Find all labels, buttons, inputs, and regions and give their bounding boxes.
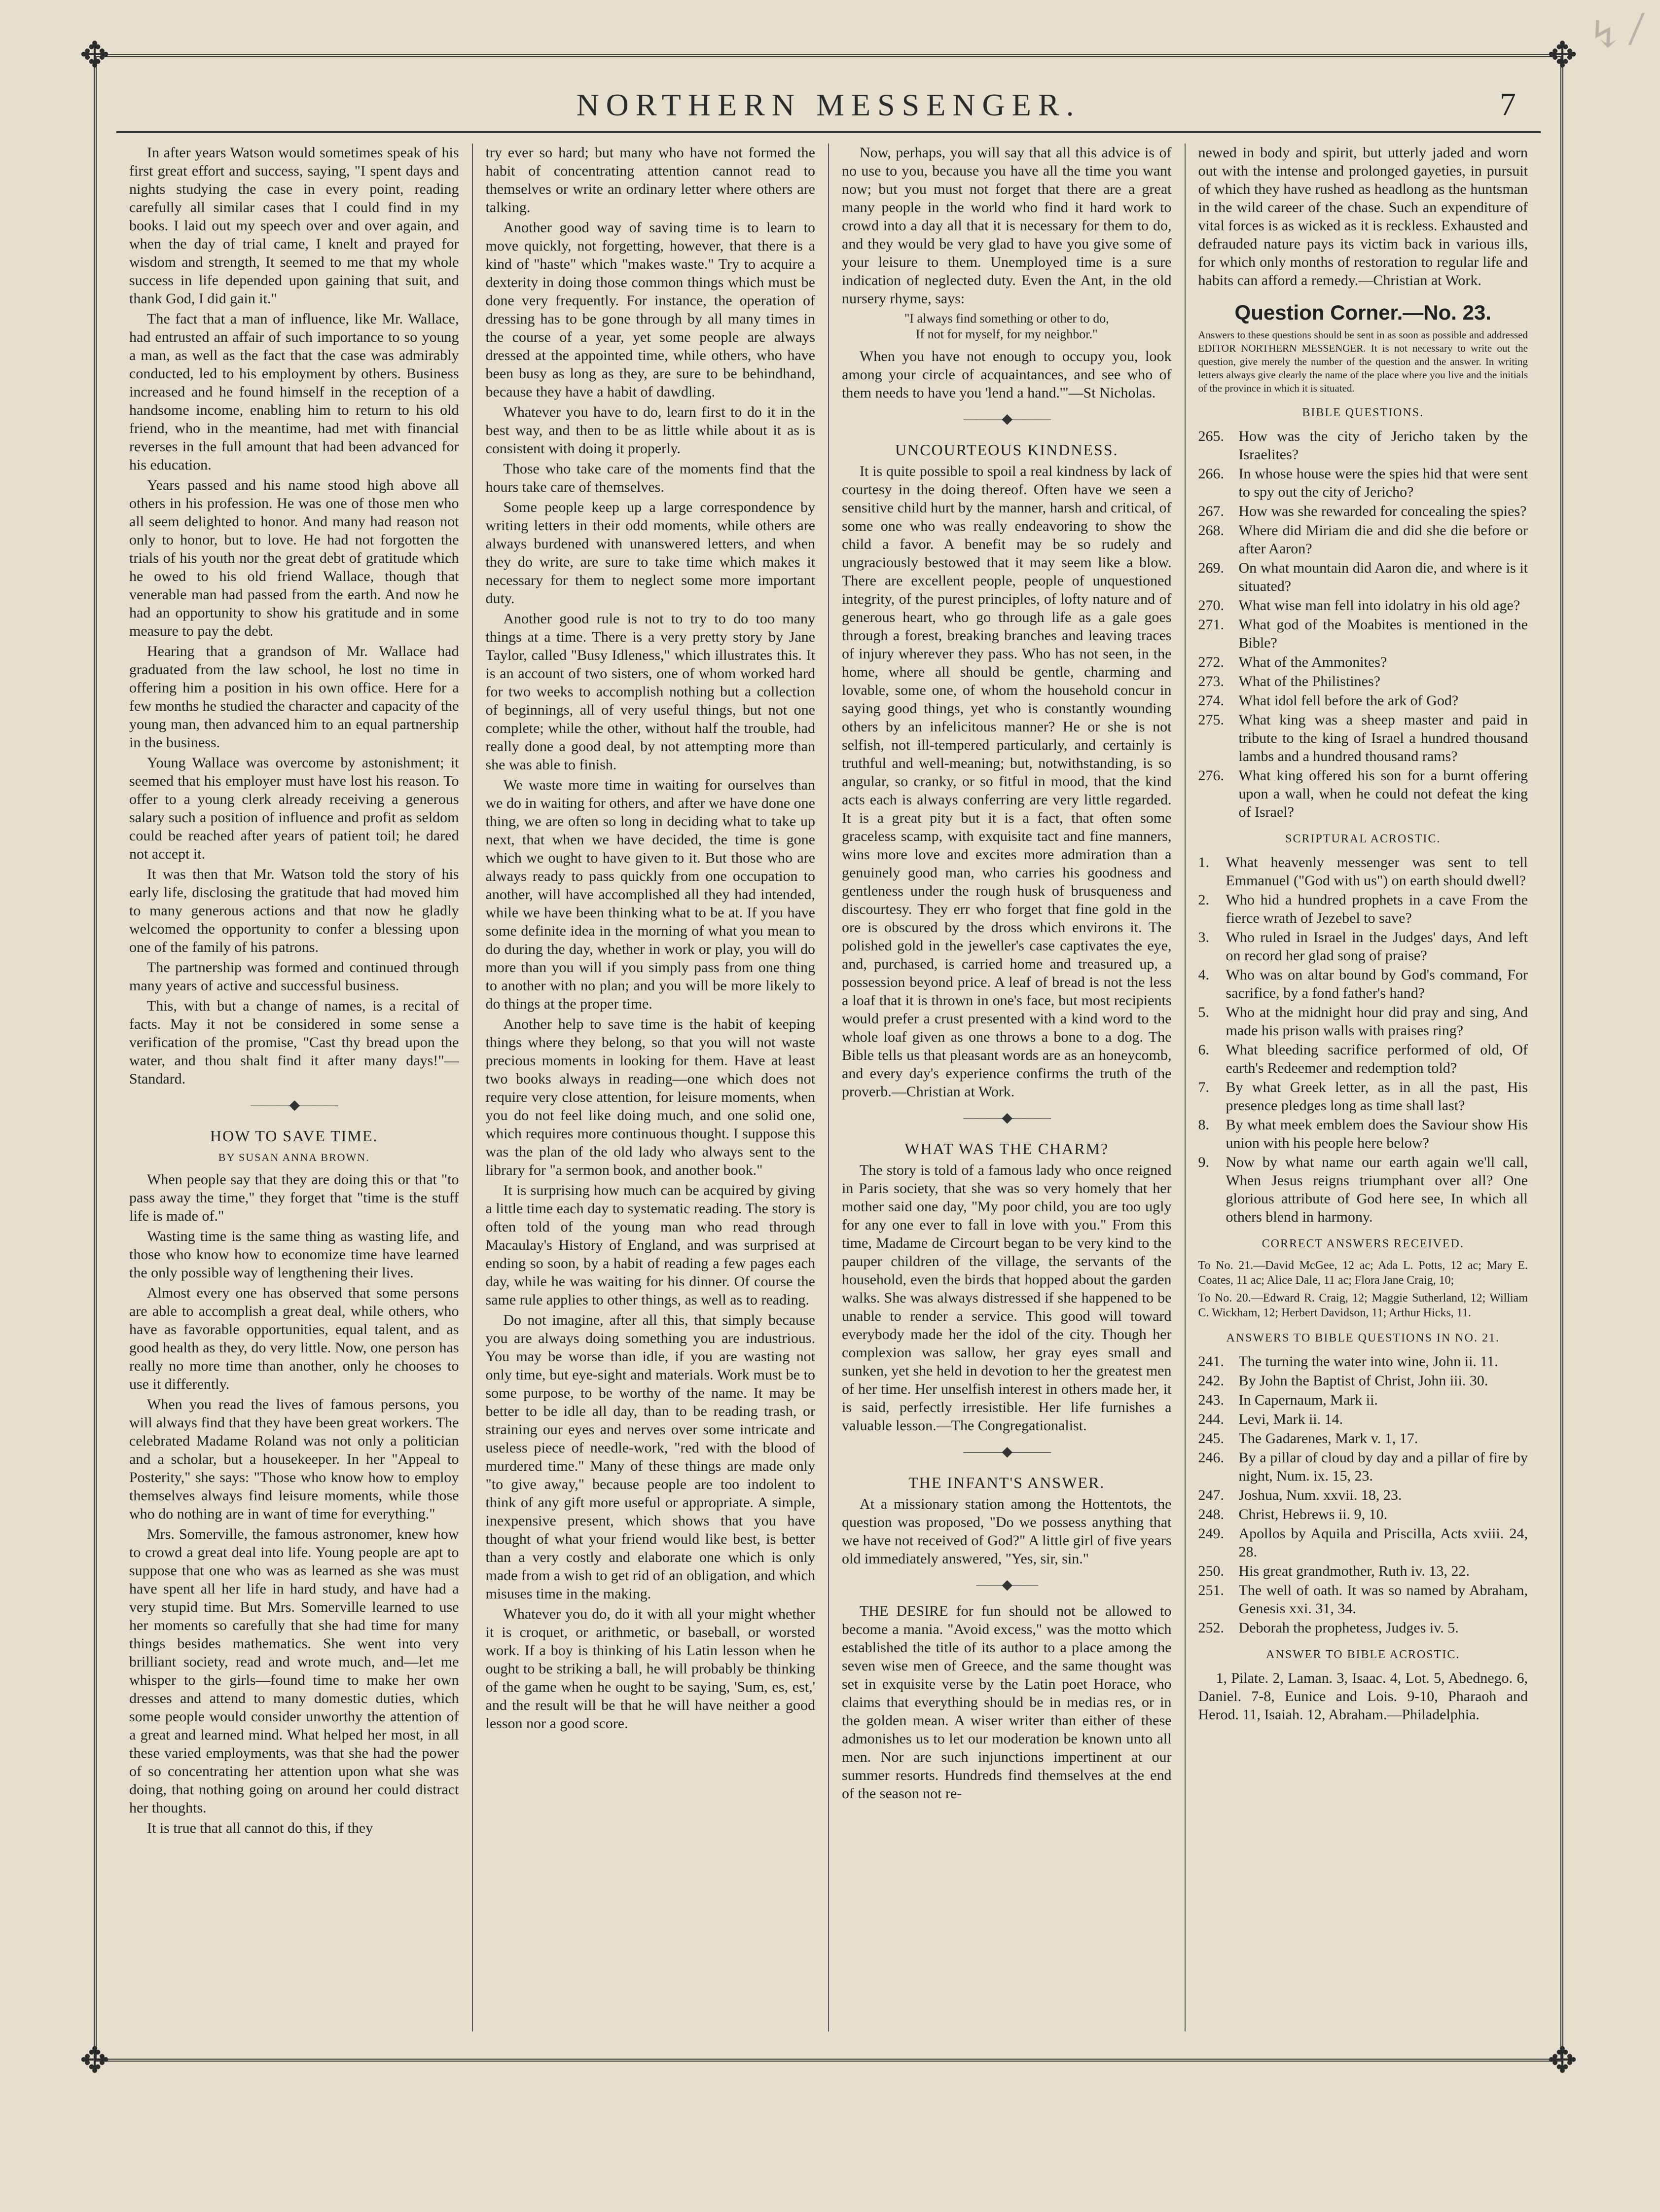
list-item xyxy=(1198,1372,1528,1390)
item-number: 241. xyxy=(1198,1353,1224,1370)
item-text: By a pillar of cloud by day and a pillar of fire by night, Num. ix. 15, 23. xyxy=(1238,1450,1528,1484)
item-number: 272. xyxy=(1198,654,1224,670)
item-number: 2. xyxy=(1198,892,1209,908)
correct-answers-21: To No. 21.—David McGee, 12 ac; Ada L. Potts, 12 ac; Mary E. Coates, 11 ac; Alice Dale, 11 ac; Flora Jane Craig, 10; xyxy=(1198,1259,1528,1287)
paragraph: It was then that Mr. Watson told the story of his early life, disclosing the gratitude that had moved him to many generous actions and that now he gladly welcomed the opportunity to confer a blessing upon one of the family of his patrons. xyxy=(129,866,459,955)
article-heading: UNCOURTEOUS KINDNESS. xyxy=(895,441,1119,459)
item-text: What king was a sheep master and paid in tribute to the king of Israel a hundred thousand lambs and a hundred thousand rams? xyxy=(1238,712,1528,764)
answers-heading: ANSWERS TO BIBLE QUESTIONS IN NO. 21. xyxy=(1226,1332,1500,1344)
item-number: 5. xyxy=(1198,1004,1209,1020)
paragraph: When you have not enough to occupy you, look among your circle of acquaintances, and see who of them needs to have you 'lend a hand.'"—St Nicholas. xyxy=(842,348,1172,401)
paragraph: Young Wallace was overcome by astonishment; it seemed that his employer must have lost his reason. To offer to a young clerk already receiving a generous salary such a position of influence and profit as seldom could be reached after years of patient toil; he dared not accept it. xyxy=(129,755,459,862)
item-text: On what mountain did Aaron die, and where is it situated? xyxy=(1238,560,1528,594)
item-text: Where did Miriam die and did she die before or after Aaron? xyxy=(1238,522,1528,557)
handwritten-marginalia: ↯ ⁄ xyxy=(1585,6,1643,59)
list-item xyxy=(1198,596,1528,615)
item-number: 273. xyxy=(1198,673,1224,689)
acrostic-heading: SCRIPTURAL ACROSTIC. xyxy=(1285,833,1441,845)
list-item xyxy=(1198,928,1528,965)
paragraph: It is surprising how much can be acquired by giving a little time each day to systematic reading. The story is often told of the young man who read through Macaulay's History of England, and was surprised at ending so soon, by a habit of reading a few pages each day, while he was waiting for his dinner. Of course the same rule applies to other things, as well as to reading. xyxy=(485,1182,815,1308)
item-number: 251. xyxy=(1198,1582,1224,1598)
list-item xyxy=(1198,1619,1528,1637)
columns xyxy=(116,144,1541,2031)
paragraph: In after years Watson would sometimes speak of his first great effort and success, saying, "I spent days and nights studying the case in every point, reading carefully all similar cases that I could find in my books. I laid out my speech over and over again, and when the day of trial came, I knelt and prayed for wisdom and strength, It seemed to me that my whole success in life depended upon gaining that suit, and thank God, I did gain it." xyxy=(129,145,459,307)
item-text: By what Greek letter, as in all the past, His presence pledges long as time shall last? xyxy=(1226,1079,1528,1114)
list-item xyxy=(1198,559,1528,595)
list-item xyxy=(1198,1391,1528,1409)
item-text: Now by what name our earth again we'll call, When Jesus reigns triumphant over all? One glorious attribute of God here see, In which all others blend in harmony. xyxy=(1226,1154,1528,1225)
paragraph: Wasting time is the same thing as wasting life, and those who know how to economize time have learned the only possible way of lengthening their lives. xyxy=(129,1228,459,1281)
item-number: 252. xyxy=(1198,1620,1224,1636)
correct-answers-20: To No. 20.—Edward R. Craig, 12; Maggie Sutherland, 12; William C. Wickham, 12; Herbert Davidson, 11; Arthur Hicks, 11. xyxy=(1198,1292,1528,1319)
item-text: What wise man fell into idolatry in his old age? xyxy=(1238,597,1520,614)
article-heading: HOW TO SAVE TIME. xyxy=(210,1127,378,1145)
section-divider: ———◆——— xyxy=(963,1110,1050,1125)
article-byline: BY SUSAN ANNA BROWN. xyxy=(218,1151,370,1163)
list-item xyxy=(1198,653,1528,671)
list-item xyxy=(1198,853,1528,890)
item-number: 249. xyxy=(1198,1525,1224,1542)
list-item xyxy=(1198,521,1528,558)
list-item xyxy=(1198,691,1528,710)
paragraph: Do not imagine, after all this, that simply because you are always doing something you are industrious. You may be worse than idle, if you are wasting not only time, but eye-sight and materials. Work must be to some purpose, to be worthy of the name. It may be better to be idle all day, than to be reading trash, or straining our eyes and nerves over some intricate and useless piece of needle-work, "red with the blood of murdered time." Many of these things are made only "to give away," because people are too indolent to think of any gift more useful or appropriate. A simple, inexpensive present, which shows that you have thought of what your friend would like best, is better than a very costly and elaborate one which is only made from a wish to get rid of an obligation, and which misuses time in the making. xyxy=(485,1312,815,1602)
list-item xyxy=(1198,1581,1528,1618)
acrostic-answer: 1, Pilate. 2, Laman. 3, Isaac. 4, Lot. 5, Abednego. 6, Daniel. 7-8, Eunice and Lois. 9-10, Pharaoh and Herod. 11, Isaiah. 12, Abraham.—Philadelphia. xyxy=(1198,1670,1528,1723)
paragraph: Almost every one has observed that some persons are able to accomplish a great deal, while others, who have as favorable opportunities, equal talent, and as good health as they, do very little. Now, one person has really no more time than another, only he chooses to use it differently. xyxy=(129,1285,459,1392)
list-item xyxy=(1198,1429,1528,1448)
item-text: How was the city of Jericho taken by the Israelites? xyxy=(1238,428,1528,463)
item-text: His great grandmother, Ruth iv. 13, 22. xyxy=(1238,1563,1470,1579)
paragraph: This, with but a change of names, is a recital of facts. May it not be considered in some sense a verification of the promise, "Cast thy bread upon the water, and thou shalt find it after many days!"—Standard. xyxy=(129,998,459,1087)
acrostic-answer-heading: ANSWER TO BIBLE ACROSTIC. xyxy=(1266,1648,1460,1661)
item-number: 265. xyxy=(1198,428,1224,444)
item-text: What king offered his son for a burnt offering upon a wall, when he could not defeat the king of Israel? xyxy=(1238,767,1528,820)
question-corner-heading: Question Corner.—No. 23. xyxy=(1234,301,1491,324)
corner-ornament-icon: ✥ xyxy=(1547,2041,1578,2080)
article-heading: WHAT WAS THE CHARM? xyxy=(904,1140,1109,1158)
list-item xyxy=(1198,502,1528,520)
newspaper-page xyxy=(79,36,1578,2080)
item-number: 248. xyxy=(1198,1506,1224,1523)
column-3 xyxy=(829,144,1186,2031)
item-text: What bleeding sacrifice performed of old, Of earth's Redeemer and redemption told? xyxy=(1226,1042,1528,1076)
list-item xyxy=(1198,427,1528,464)
item-number: 275. xyxy=(1198,712,1224,728)
item-text: What idol fell before the ark of God? xyxy=(1238,692,1459,709)
item-number: 246. xyxy=(1198,1450,1224,1466)
item-number: 4. xyxy=(1198,967,1209,983)
list-item xyxy=(1198,1078,1528,1115)
item-number: 268. xyxy=(1198,522,1224,539)
list-item xyxy=(1198,1486,1528,1504)
item-text: What god of the Moabites is mentioned in the Bible? xyxy=(1238,616,1528,651)
paragraph: Hearing that a grandson of Mr. Wallace had graduated from the law school, he lost no time in offering him a position in his own office. Here for a few months he studied the character and capacity of the young man, then advanced him to an equal partnership in the business. xyxy=(129,643,459,751)
paragraph: Whatever you do, do it with all your might whether it is croquet, or arithmetic, or baseball, or worsted work. If a boy is thinking of his Latin lesson when he ought to be striking a ball, he will probably be thinking of the game when he ought to be saying, 'Sum, es, est,' and the result will be that he will have neither a good lesson nor a good score. xyxy=(485,1606,815,1732)
corner-ornament-icon: ✥ xyxy=(79,2041,110,2080)
item-text: What of the Ammonites? xyxy=(1238,654,1387,670)
list-item xyxy=(1198,1352,1528,1371)
paragraph: We waste more time in waiting for ourselves than we do in waiting for others, and after we have done one thing, we are often so long in deciding what to take up next, that when we have decided, the time is gone which we ought to have given to it. But those who are always ready to pass quickly from one occupation to another, will have accomplished all they had intended, while we have been thinking what to be at. If you have some definite idea in the morning of what you mean to do during the day, whether in work or play, you will do more than you will if you simply pass from one thing to another with no plan; and you will be more likely to do things at the proper time. xyxy=(485,777,815,1012)
corner-ornament-icon: ✥ xyxy=(79,36,110,75)
paragraph: Another help to save time is the habit of keeping things where they belong, so that you will not waste precious moments in looking for them. Have at least two books always in reading—one which does not require very close attention, for leisure moments, when you do not feel like doing much, and one solid one, which requires more continuous thought. I suppose this was the plan of the old lady who always sent to the library for "a sermon book, and another book." xyxy=(485,1016,815,1178)
paragraph: Years passed and his name stood high above all others in his profession. He was one of those men who all seem delighted to honor. And many had reason not only to honor, but to love. He had not forgotten the trials of his youth nor the great debt of gratitude which he owed to his old friend Wallace, though that venerable man had passed from the earth. And now he had an opportunity to show his gratitude and in some measure to pay the debt. xyxy=(129,477,459,639)
item-text: Christ, Hebrews ii. 9, 10. xyxy=(1238,1506,1388,1523)
list-item xyxy=(1198,711,1528,765)
correct-answers-heading: CORRECT ANSWERS RECEIVED. xyxy=(1262,1237,1464,1250)
article-heading: THE INFANT'S ANSWER. xyxy=(908,1474,1105,1491)
item-number: 9. xyxy=(1198,1154,1209,1170)
page-number: 7 xyxy=(1500,86,1516,122)
item-number: 271. xyxy=(1198,616,1224,633)
item-number: 267. xyxy=(1198,503,1224,519)
page-title: NORTHERN MESSENGER. xyxy=(576,87,1081,122)
paragraph: Some people keep up a large correspondence by writing letters in their odd moments, while others are always burdened with unanswered letters, and when they do write, are sure to take time which makes it necessary for them to neglect some more important duty. xyxy=(485,499,815,607)
paragraph: Those who take care of the moments find that the hours take care of themselves. xyxy=(485,461,815,495)
item-number: 270. xyxy=(1198,597,1224,614)
item-number: 274. xyxy=(1198,692,1224,709)
list-item xyxy=(1198,966,1528,1002)
paragraph: Now, perhaps, you will say that all this advice is of no use to you, because you have all the time you want now; but you must not forget that there are a great many people in the world who find it hard work to crowd into a day all that it is necessary for them to do, and they would be very glad to have you give some of your leisure to them. Unemployed time is a sure indication of neglected duty. Even the Ant, in the old nursery rhyme, says: xyxy=(842,145,1172,307)
paragraph: Another good way of saving time is to learn to move quickly, not forgetting, however, that there is a kind of "haste" which "makes waste." Try to acquire a dexterity in doing those common things which must be done very frequently. For instance, the operation of dressing has to be gone through by all many times in the course of a year, yet some people are always dressed at the appointed time, while others, who have been busy as long as they, are sure to be behindhand, because they have a habit of dawdling. xyxy=(485,219,815,400)
answers-list xyxy=(1198,1352,1528,1637)
paragraph: The partnership was formed and continued through many years of active and successful business. xyxy=(129,959,459,994)
list-item xyxy=(1198,1003,1528,1040)
item-number: 250. xyxy=(1198,1563,1224,1579)
item-number: 7. xyxy=(1198,1079,1209,1095)
list-item xyxy=(1198,616,1528,652)
paragraph: THE DESIRE for fun should not be allowed to become a mania. "Avoid excess," was the motto which established the title of its author to a place among the seven wise men of Greece, and the same thought was set in exquisite verse by the Latin poet Horace, who claims that everything should be in medias res, or in the golden mean. A wiser writer than either of these admonishes us to let our moderation be known unto all men. Nor are such injunctions impertinent at our summer resorts. Hundreds find themselves at the end of the season not re- xyxy=(842,1603,1172,1802)
item-number: 245. xyxy=(1198,1430,1224,1447)
paragraph: It is quite possible to spoil a real kindness by lack of courtesy in the doing thereof. Often have we seen a sensitive child hurt by the manner, harsh and critical, of some one who was really endeavoring to show the child a favor. A benefit may be so rudely and ungraciously bestowed that it may seem like a blow. There are excellent people, people of unquestioned integrity, of the purest principles, of lofty nature and of generous heart, who go through life as a gale goes through a forest, breaking branches and leaving traces of injury wherever they pass. Who has not seen, in the home, where all should be gentle, charming and lovable, some one, of whom the household concur in saying good things, yet who is constantly wounding others by an infelicitous manner? He or she is not selfish, not ill-tempered particularly, and certainly is truthful and well-meaning; but, notwithstanding, is so angular, so cranky, or so fitful in mood, that the kind acts each is always conferring are very little regarded. It is a great pity but it is a fact, that often some graceless scamp, with exquisite tact and fine manners, wins more love and excites more admiration than a genuinely good man, who carries his goodness and gentleness under the rough husk of brusqueness and discourtesy. They err who forget that fine gold in the ore is obscured by the dross which environs it. The polished gold in the jeweller's case captivates the eye, and, purchased, is carried home and treasured up, a possession beyond price. A leaf of bread is not the less a loaf that it is thrown in one's face, but most recipients would prefer a crust presented with a kind word to the whole loaf given as one throws a bone to a dog. The Bible tells us that pleasant words are as an honeycomb, and every day's experience confirms the truth of the proverb.—Christian at Work. xyxy=(842,463,1172,1100)
list-item xyxy=(1198,1505,1528,1523)
item-text: What heavenly messenger was sent to tell Emmanuel ("God with us") on earth should dwell? xyxy=(1226,854,1528,889)
item-number: 276. xyxy=(1198,767,1224,784)
list-item xyxy=(1198,1410,1528,1428)
item-number: 247. xyxy=(1198,1487,1224,1503)
item-text: How was she rewarded for concealing the spies? xyxy=(1238,503,1527,519)
paragraph: Mrs. Somerville, the famous astronomer, knew how to crowd a great deal into life. Young people are apt to suppose that one who was as learned as she was must have spent all her life in hard study, and have had a very stupid time. But Mrs. Somerville learned to use her moments so carefully that she had time for many things besides mathematics. She went into very brilliant society, read and wrote much, and—let me whisper to the girls—found time to make her own dresses and attend to many domestic duties, which some people would consider unworthy the attention of a great and learned mind. What helped her most, in all these varied employments, was that she had the power of so concentrating her attention upon what she was doing, that nothing going on around her could distract her thoughts. xyxy=(129,1526,459,1816)
paragraph: When people say that they are doing this or that "to pass away the time," they forget that "time is the stuff life is made of." xyxy=(129,1171,459,1224)
column-2 xyxy=(473,144,830,2031)
list-item xyxy=(1198,1116,1528,1152)
paragraph: The story is told of a famous lady who once reigned in Paris society, that she was so very homely that her mother said one day, "My poor child, you are too ugly for any one ever to fall in love with you." From this time, Madame de Circourt began to be very kind to the pauper children of the village, the servants of the household, even the birds that hopped about the garden walks. She was always distressed if she happened to be unable to render a service. This good will toward everybody made her the idol of the city. Though her complexion was sallow, her gray eyes small and sunken, yet she held in devotion to her the greatest men of her time. Her unselfish interest in others made her, it is said, perfectly irresistible. Her life furnishes a valuable lesson.—The Congregationalist. xyxy=(842,1162,1172,1434)
item-text: Who ruled in Israel in the Judges' days, And left on record her glad song of praise? xyxy=(1226,929,1528,964)
item-text: Who at the midnight hour did pray and sing, And made his prison walls with praises ring? xyxy=(1226,1004,1528,1039)
item-text: The turning the water into wine, John ii. 11. xyxy=(1238,1353,1498,1370)
column-1 xyxy=(116,144,473,2031)
paragraph: newed in body and spirit, but utterly jaded and worn out with the intense and prolonged gayeties, in pursuit of which they have rushed as headlong as the huntsman in the wild career of the chase. Such an expenditure of vital forces is as wicked as it is reckless. Exhausted and defrauded nature pays its victim back in various ills, for which only months of restoration to regular life and habits can afford a remedy.—Christian at Work. xyxy=(1198,145,1528,289)
item-number: 6. xyxy=(1198,1042,1209,1058)
paragraph: When you read the lives of famous persons, you will always find that they have been great workers. The celebrated Madame Roland was not only a politician and a scholar, but a housekeeper. In her "Appeal to Posterity," she says: "Those who know how to employ themselves always find leisure moments, while those who do nothing are in want of time for everything." xyxy=(129,1396,459,1522)
paragraph: It is true that all cannot do this, if they xyxy=(147,1820,373,1836)
item-number: 8. xyxy=(1198,1117,1209,1133)
list-item xyxy=(1198,766,1528,821)
item-number: 244. xyxy=(1198,1411,1224,1427)
masthead xyxy=(116,77,1541,133)
paragraph: Whatever you have to do, learn first to do it in the best way, and then to be as little while about it as is consistent with doing it properly. xyxy=(485,404,815,457)
item-text: In whose house were the spies hid that were sent to spy out the city of Jericho? xyxy=(1238,466,1528,500)
corner-ornament-icon: ✥ xyxy=(1547,36,1578,75)
item-text: The Gadarenes, Mark v. 1, 17. xyxy=(1238,1430,1418,1447)
item-number: 266. xyxy=(1198,466,1224,482)
list-item xyxy=(1198,891,1528,927)
bible-questions-heading: BIBLE QUESTIONS. xyxy=(1302,406,1424,419)
item-number: 269. xyxy=(1198,560,1224,576)
item-number: 242. xyxy=(1198,1373,1224,1389)
list-item xyxy=(1198,1524,1528,1561)
question-instructions: Answers to these questions should be sent in as soon as possible and addressed EDITOR NORTHERN MESSENGER. It is not necessary to write out the question, give merely the number of the question and the answer. In writing letters always give clearly the name of the place where you live and the initials of the province in which it is situated. xyxy=(1198,329,1528,394)
item-number: 3. xyxy=(1198,929,1209,945)
paragraph: At a missionary station among the Hottentots, the question was proposed, "Do we possess anything that we have not received of God?" A little girl of five years old immediately answered, "Yes, sir, sin." xyxy=(842,1496,1172,1567)
item-text: In Capernaum, Mark ii. xyxy=(1238,1392,1378,1408)
nursery-rhyme-verse: "I always find something or other to do, If not for myself, for my neighbor." xyxy=(904,311,1109,341)
item-number: 1. xyxy=(1198,854,1209,870)
section-divider: ——◆—— xyxy=(976,1577,1038,1593)
list-item xyxy=(1198,1041,1528,1077)
section-divider: ———◆——— xyxy=(251,1097,338,1113)
item-text: Deborah the prophetess, Judges iv. 5. xyxy=(1238,1620,1459,1636)
section-divider: ———◆——— xyxy=(963,411,1050,427)
item-text: By John the Baptist of Christ, John iii. 30. xyxy=(1238,1373,1488,1389)
list-item xyxy=(1198,672,1528,690)
bible-questions-list xyxy=(1198,427,1528,821)
item-text: Joshua, Num. xxvii. 18, 23. xyxy=(1238,1487,1402,1503)
column-4 xyxy=(1186,144,1541,2031)
paragraph: Another good rule is not to try to do too many things at a time. There is a very pretty story by Jane Taylor, called "Busy Idleness," which illustrates this. It is an account of two sisters, one of whom worked hard for two weeks to accomplish nothing but a collection of beginnings, all of very useful things, but not one complete; while the other, without half the trouble, had really done a good deal, by not attempting more than she was able to finish. xyxy=(485,611,815,773)
list-item xyxy=(1198,465,1528,501)
article-watson xyxy=(129,144,459,1088)
list-item xyxy=(1198,1562,1528,1580)
section-divider: ———◆——— xyxy=(963,1444,1050,1459)
paragraph: try ever so hard; but many who have not formed the habit of concentrating attention cannot read to themselves or write an ordinary letter where others are talking. xyxy=(485,145,815,216)
list-item xyxy=(1198,1449,1528,1485)
item-text: By what meek emblem does the Saviour show His union with his people here below? xyxy=(1226,1117,1528,1151)
paragraph: The fact that a man of influence, like Mr. Wallace, had entrusted an affair of such importance to so young a man, as well as the fact that the case was admirably conducted, led to his employment by others. Business increased and he found himself in the reception of a handsome income, enabling him to return to his old friend, who in the meantime, had met with financial reverses in the full amount that had been advanced for his education. xyxy=(129,311,459,473)
item-text: What of the Philistines? xyxy=(1238,673,1380,689)
item-text: Apollos by Aquila and Priscilla, Acts xviii. 24, 28. xyxy=(1238,1525,1528,1560)
item-text: Who hid a hundred prophets in a cave From the fierce wrath of Jezebel to save? xyxy=(1226,892,1528,926)
item-number: 243. xyxy=(1198,1392,1224,1408)
item-text: Who was on altar bound by God's command, For sacrifice, by a fond father's hand? xyxy=(1226,967,1528,1001)
item-text: Levi, Mark ii. 14. xyxy=(1238,1411,1343,1427)
list-item xyxy=(1198,1153,1528,1226)
item-text: The well of oath. It was so named by Abraham, Genesis xxi. 31, 34. xyxy=(1238,1582,1528,1617)
acrostic-list xyxy=(1198,853,1528,1226)
